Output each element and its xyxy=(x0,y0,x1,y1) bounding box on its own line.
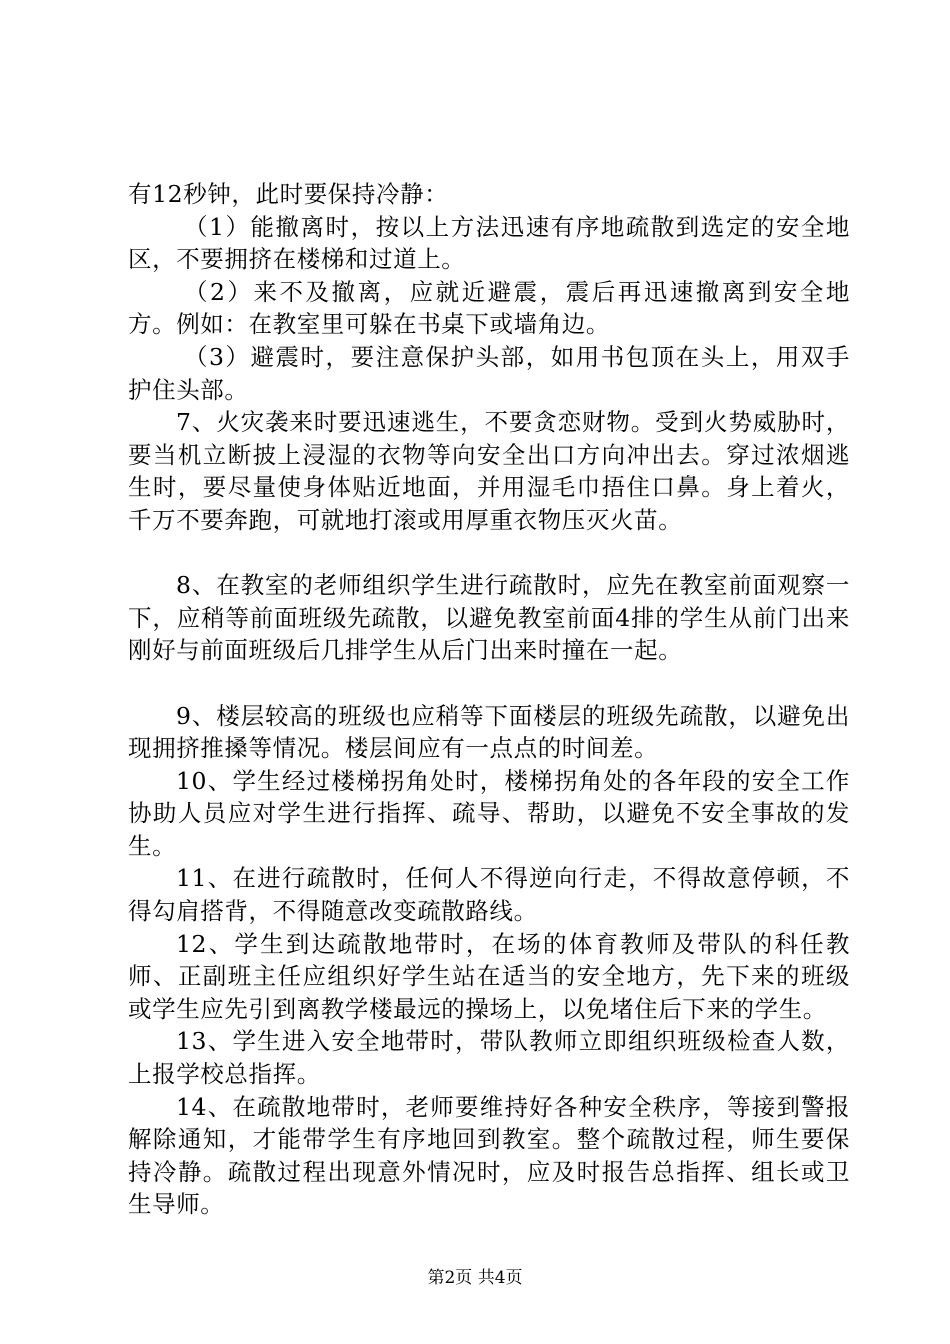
paragraph-spacer xyxy=(128,667,850,700)
paragraph-continuation: 有12秒钟，此时要保持冷静： xyxy=(128,180,449,208)
paragraph-8: 8、在教室的老师组织学生进行疏散时，应先在教室前面观察一下，应稍等前面班级先疏散，以避免教室前面4排的学生从前门出来刚好与前面班级后几排学生从后门出来时撞在一起。 xyxy=(128,571,850,665)
paragraph-12: 12、学生到达疏散地带时，在场的体育教师及带队的科任教师、正副班主任应组织好学生站在适当的安全地方，先下来的班级或学生应先引到离教学楼最远的操场上，以免堵住后下来的学生。 xyxy=(128,929,850,1023)
page-number-label: 第2页 共4页 xyxy=(427,1268,523,1288)
paragraph-item-3: （3）避震时，要注意保护头部，如用书包顶在头上，用双手护住头部。 xyxy=(128,342,850,404)
paragraph-item-2: （2）来不及撤离，应就近避震，震后再迅速撤离到安全地方。例如：在教室里可躲在书桌下或墙角边。 xyxy=(128,277,850,339)
page-footer xyxy=(0,1267,950,1289)
paragraph-10: 10、学生经过楼梯拐角处时，楼梯拐角处的各年段的安全工作协助人员应对学生进行指挥、疏导、帮助，以避免不安全事故的发生。 xyxy=(128,766,850,860)
paragraph-item-1: （1）能撤离时，按以上方法迅速有序地疏散到选定的安全地区，不要拥挤在楼梯和过道上。 xyxy=(128,212,850,274)
document-body xyxy=(128,178,850,1221)
paragraph-7: 7、火灾袭来时要迅速逃生，不要贪恋财物。受到火势威胁时，要当机立断披上浸湿的衣物等向安全出口方向冲出去。穿过浓烟逃生时，要尽量使身体贴近地面，并用湿毛巾捂住口鼻。身上着火，千万不要奔跑，可就地打滚或用厚重衣物压灭火苗。 xyxy=(128,408,850,534)
paragraph-spacer xyxy=(128,537,850,570)
paragraph-13: 13、学生进入安全地带时，带队教师立即组织班级检查人数，上报学校总指挥。 xyxy=(128,1027,850,1089)
paragraph-11: 11、在进行疏散时，任何人不得逆向行走，不得故意停顿，不得勾肩搭背，不得随意改变疏散路线。 xyxy=(128,864,850,926)
paragraph-9: 9、楼层较高的班级也应稍等下面楼层的班级先疏散，以避免出现拥挤推搡等情况。楼层间应有一点点的时间差。 xyxy=(128,701,850,763)
paragraph-14: 14、在疏散地带时，老师要维持好各种安全秩序，等接到警报解除通知，才能带学生有序地回到教室。整个疏散过程，师生要保持冷静。疏散过程出现意外情况时，应及时报告总指挥、组长或卫生导师。 xyxy=(128,1092,850,1219)
